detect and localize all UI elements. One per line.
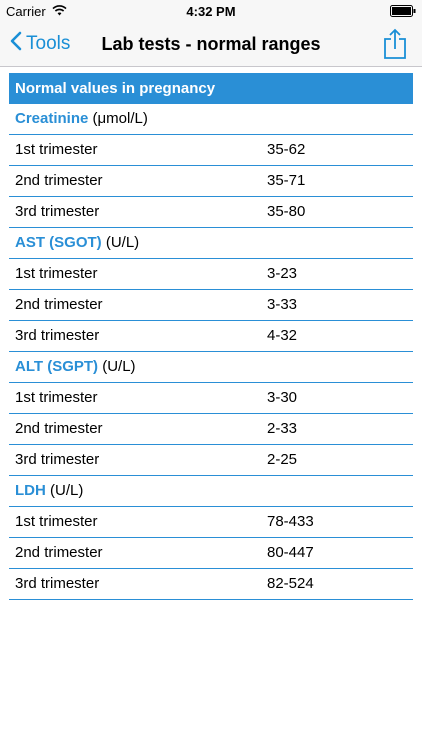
- status-time: 4:32 PM: [186, 4, 236, 19]
- row-value: 3-30: [267, 389, 298, 406]
- table-row: [9, 383, 413, 414]
- row-label: 2nd trimester: [15, 420, 103, 437]
- row-value: 35-71: [267, 172, 306, 189]
- share-button[interactable]: [382, 28, 408, 60]
- test-name: AST (SGOT): [15, 234, 102, 251]
- row-label: 1st trimester: [15, 513, 98, 530]
- group-title: [9, 352, 413, 383]
- page-title: Lab tests - normal ranges: [101, 34, 321, 54]
- table-row: [9, 259, 413, 290]
- test-unit: (U/L): [50, 482, 84, 499]
- table-row: [9, 507, 413, 538]
- row-value: 35-80: [267, 203, 306, 220]
- test-unit: (U/L): [102, 358, 136, 375]
- row-value: 2-33: [267, 420, 298, 437]
- ranges-table: [9, 73, 413, 600]
- share-icon: [382, 47, 408, 64]
- row-label: 1st trimester: [15, 265, 98, 282]
- test-name: ALT (SGPT): [15, 358, 99, 375]
- table-row: [9, 197, 413, 228]
- row-value: 82-524: [267, 575, 314, 592]
- test-name: LDH: [15, 482, 46, 499]
- row-value: 3-33: [267, 296, 298, 313]
- table-row: [9, 414, 413, 445]
- row-label: 1st trimester: [15, 389, 98, 406]
- table-row: [9, 290, 413, 321]
- group-title: [9, 476, 413, 507]
- back-button[interactable]: [10, 22, 70, 66]
- test-unit: (U/L): [105, 234, 140, 251]
- row-value: 80-447: [267, 544, 314, 561]
- row-value: 4-32: [267, 327, 298, 344]
- back-button-label: Tools: [26, 33, 71, 54]
- row-label: 2nd trimester: [15, 296, 103, 313]
- row-value: 78-433: [267, 513, 314, 530]
- row-value: 3-23: [267, 265, 298, 282]
- chevron-left-icon: [10, 31, 22, 57]
- table-row: [9, 538, 413, 569]
- test-unit: (μmol/L): [92, 110, 148, 127]
- table-row: [9, 445, 413, 476]
- group-title: [9, 228, 413, 259]
- section-header: Normal values in pregnancy: [9, 73, 413, 104]
- test-name: Creatinine: [15, 110, 89, 127]
- row-label: 1st trimester: [15, 141, 98, 158]
- row-label: 2nd trimester: [15, 172, 103, 189]
- status-bar: [0, 0, 422, 22]
- row-label: 3rd trimester: [15, 451, 100, 468]
- group-title: [9, 104, 413, 135]
- battery-icon: [390, 5, 416, 20]
- navigation-bar: [0, 22, 422, 67]
- carrier-label: Carrier: [6, 4, 46, 19]
- table-row: [9, 135, 413, 166]
- table-row: [9, 166, 413, 197]
- table-row: [9, 569, 413, 600]
- table-row: [9, 321, 413, 352]
- row-label: 2nd trimester: [15, 544, 103, 561]
- row-value: 2-25: [267, 451, 298, 468]
- row-label: 3rd trimester: [15, 327, 100, 344]
- row-value: 35-62: [267, 141, 306, 158]
- row-label: 3rd trimester: [15, 203, 100, 220]
- row-label: 3rd trimester: [15, 575, 100, 592]
